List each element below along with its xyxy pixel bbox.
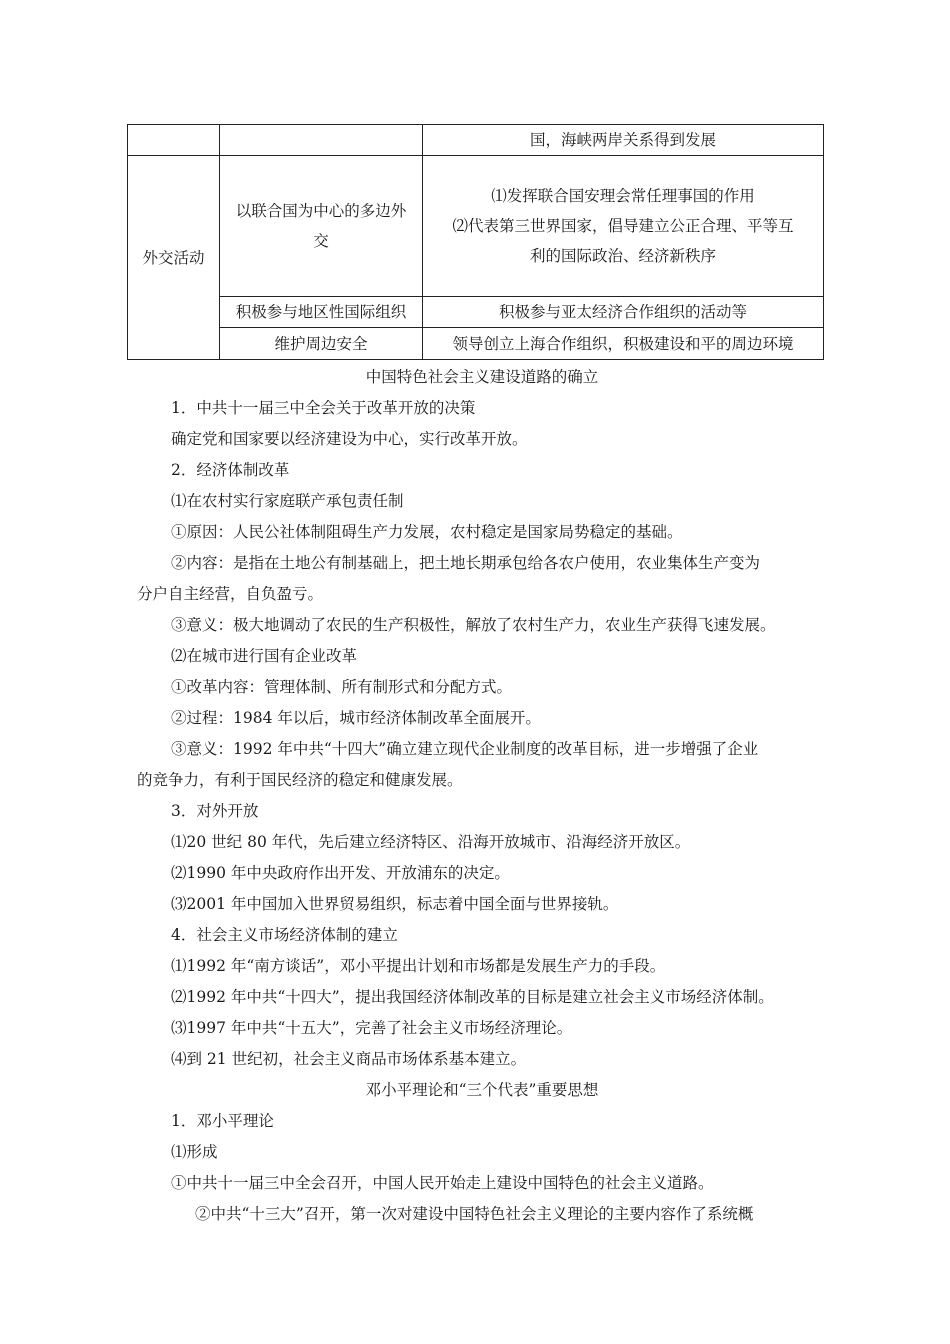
paragraph-line: 4．社会主义市场经济体制的建立 (171, 926, 398, 944)
table-row (128, 328, 824, 360)
table-cell (220, 125, 423, 156)
paragraph-line: 的竞争力，有利于国民经济的稳定和健康发展。 (137, 771, 463, 789)
diplomacy-table (127, 124, 824, 360)
table-row (128, 156, 824, 297)
paragraph-line: 确定党和国家要以经济建设为中心，实行改革开放。 (171, 430, 528, 448)
section-title: 邓小平理论和“三个代表”重要思想 (365, 1081, 599, 1099)
paragraph-line: 2．经济体制改革 (171, 461, 290, 479)
paragraph-line: ⑶2001 年中国加入世界贸易组织，标志着中国全面与世界接轨。 (171, 895, 619, 913)
paragraph-line: ⑴1992 年“南方谈话”，邓小平提出计划和市场都是发展生产力的手段。 (171, 957, 666, 975)
category-cell: 外交活动 (128, 156, 220, 360)
paragraph-line: ②过程：1984 年以后，城市经济体制改革全面展开。 (171, 709, 541, 727)
paragraph-line: ②中共“十三大”召开，第一次对建设中国特色社会主义理论的主要内容作了系统概 (195, 1205, 754, 1223)
table-cell (220, 156, 423, 297)
table-cell: 积极参与地区性国际组织 (220, 297, 423, 328)
paragraph-line: 1．中共十一届三中全会关于改革开放的决策 (171, 399, 476, 417)
paragraph-line: ⑵在城市进行国有企业改革 (171, 647, 358, 665)
paragraph-line: ⑷到 21 世纪初，社会主义商品市场体系基本建立。 (171, 1050, 527, 1068)
paragraph-line: ②内容：是指在土地公有制基础上，把土地长期承包给各农户使用，农业集体生产变为 (171, 554, 761, 572)
table-cell: 维护周边安全 (220, 328, 423, 360)
paragraph-line: 分户自主经营，自负盈亏。 (137, 585, 324, 603)
table-row (128, 125, 824, 156)
paragraph-line: ①中共十一届三中全会召开，中国人民开始走上建设中国特色的社会主义道路。 (171, 1174, 714, 1192)
paragraph-line: ⑵1992 年中共“十四大”，提出我国经济体制改革的目标是建立社会主义市场经济体制。 (171, 988, 774, 1006)
content-line: ⑴发挥联合国安理会常任理事国的作用 (491, 187, 755, 205)
paragraph-line: ③意义：1992 年中共“十四大”确立建立现代企业制度的改革目标，进一步增强了企业 (171, 740, 759, 758)
paragraph-line: ⑵1990 年中央政府作出开发、开放浦东的决定。 (171, 864, 510, 882)
paragraph-line: ①改革内容：管理体制、所有制形式和分配方式。 (171, 678, 513, 696)
paragraph-line: ⑴在农村实行家庭联产承包责任制 (171, 492, 404, 510)
row-name-line: 以联合国为中心的多边外 (235, 202, 407, 220)
table-cell (128, 125, 220, 156)
paragraph-line: ⑶1997 年中共“十五大”，完善了社会主义市场经济理论。 (171, 1019, 573, 1037)
table-row (128, 297, 824, 328)
paragraph-line: ⑴形成 (171, 1143, 218, 1161)
row-name-line: 交 (313, 232, 329, 250)
paragraph-line: ⑴20 世纪 80 年代，先后建立经济特区、沿海开放城市、沿海经济开放区。 (171, 833, 691, 851)
table-cell: 国，海峡两岸关系得到发展 (423, 125, 824, 156)
content-line: 利的国际政治、经济新秩序 (529, 247, 716, 265)
paragraph-line: 3．对外开放 (171, 802, 259, 820)
paragraph-line: ③意义：极大地调动了农民的生产积极性，解放了农村生产力，农业生产获得飞速发展。 (171, 616, 776, 634)
paragraph-line: ①原因：人民公社体制阻碍生产力发展，农村稳定是国家局势稳定的基础。 (171, 523, 683, 541)
content-line: ⑵代表第三世界国家，倡导建立公正合理、平等互 (452, 217, 794, 235)
body-text (137, 362, 827, 1230)
table-cell: 领导创立上海合作组织，积极建设和平的周边环境 (423, 328, 824, 360)
table-cell: 积极参与亚太经济合作组织的活动等 (423, 297, 824, 328)
table-cell (423, 156, 824, 297)
paragraph-line: 1．邓小平理论 (171, 1112, 274, 1130)
section-title: 中国特色社会主义建设道路的确立 (365, 368, 599, 386)
